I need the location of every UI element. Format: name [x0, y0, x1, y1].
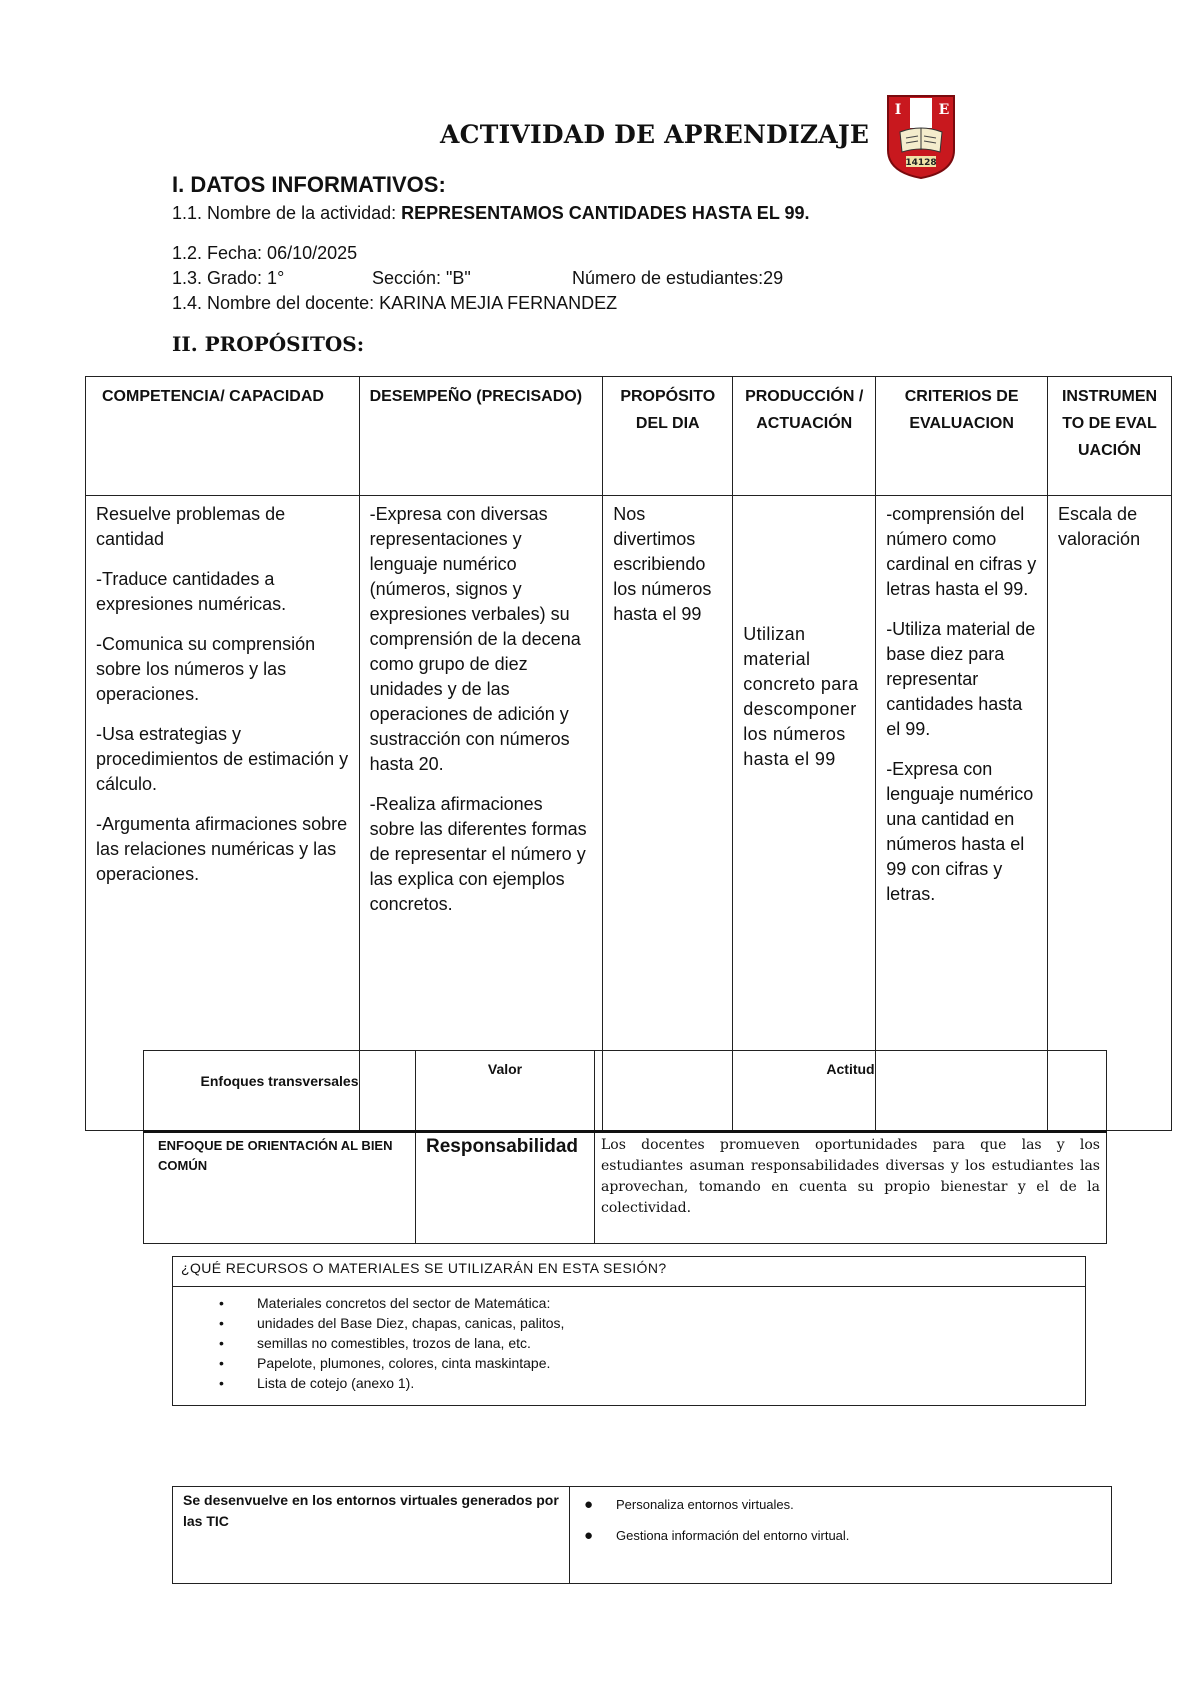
actitud-cell: Los docentes promueven oportunidades para que las y los estudiantes asuman responsabilidades diversas y los estudiantes las aprovechan, tomando en cuenta su propio bienestar y el de la colectividad. — [595, 1132, 1107, 1244]
recursos-box — [172, 1256, 1086, 1406]
header-instrumento: INSTRUMENTO DE EVALUACIÓN — [1048, 377, 1172, 496]
capacidad-text: -Traduce cantidades a expresiones numéricas. — [96, 569, 287, 614]
recurso-text: unidades del Base Diez, chapas, canicas, palitos, — [257, 1315, 565, 1331]
logo-letter-i: I — [894, 102, 902, 118]
list-item — [219, 1333, 1085, 1353]
docente-line: 1.4. Nombre del docente: KARINA MEJIA FERNANDEZ — [172, 293, 618, 313]
instrumento-cell: Escala de valoración — [1048, 496, 1172, 1131]
school-logo — [884, 92, 958, 180]
estudiantes-line: Número de estudiantes:29 — [572, 268, 784, 288]
activity-name-value: REPRESENTAMOS CANTIDADES HASTA EL 99. — [401, 203, 810, 223]
enfoque-cell: ENFOQUE DE ORIENTACIÓN AL BIEN COMÚN — [144, 1132, 416, 1244]
tic-competencia-cell: Se desenvuelve en los entornos virtuales generados por las TIC — [173, 1487, 570, 1584]
desempeno-text: -Realiza afirmaciones sobre las diferentes formas de representar el número y las explica con ejemplos concretos. — [369, 794, 587, 914]
recurso-text: Lista de cotejo (anexo 1). — [257, 1375, 415, 1391]
tic-row — [173, 1487, 1112, 1584]
header-enfoques: Enfoques transversales — [144, 1051, 416, 1132]
bullet-icon: ● — [584, 1527, 594, 1544]
valor-cell: Responsabilidad — [416, 1132, 595, 1244]
bullet-icon: • — [219, 1315, 224, 1331]
propositos-table — [85, 376, 1172, 1131]
recursos-list — [173, 1293, 1085, 1393]
desempeno-cell — [359, 496, 603, 1131]
section-propositos-heading: II. PROPÓSITOS: — [172, 332, 365, 356]
bullet-icon: • — [219, 1295, 224, 1311]
tic-items-cell — [570, 1487, 1112, 1584]
section-datos-heading: I. DATOS INFORMATIVOS: — [172, 172, 446, 197]
header-valor: Valor — [416, 1051, 595, 1132]
enfoques-header-row — [144, 1051, 1107, 1132]
recurso-text: semillas no comestibles, trozos de lana, etc. — [257, 1335, 531, 1351]
list-item — [580, 1497, 1101, 1512]
activity-name-label: 1.1. Nombre de la actividad: — [172, 203, 402, 223]
grado-line: 1.3. Grado: 1° — [172, 268, 285, 288]
produccion-cell: Utilizan material concreto para descomponer los números hasta el 99 — [733, 496, 876, 1131]
bullet-icon: • — [219, 1375, 224, 1391]
propositos-body-row — [86, 496, 1172, 1131]
desempeno-text: -Expresa con diversas representaciones y lenguaje numérico (números, signos y expresiones verbales) su comprensión de la decena como grupo de diez unidades y de las operaciones de adición y sustracción con números hasta 20. — [369, 504, 581, 774]
list-item — [219, 1313, 1085, 1333]
header-actitud: Actitud — [595, 1051, 1107, 1132]
competencia-text: Resuelve problemas de cantidad — [96, 504, 286, 549]
competencia-cell — [86, 496, 360, 1131]
tic-table — [172, 1486, 1112, 1584]
recurso-text: Papelote, plumones, colores, cinta maskintape. — [257, 1355, 551, 1371]
activity-name-line — [172, 203, 810, 224]
document-title: ACTIVIDAD DE APRENDIZAJE — [440, 120, 870, 149]
bullet-icon: • — [219, 1335, 224, 1351]
enfoques-table — [143, 1050, 1107, 1244]
list-item — [219, 1293, 1085, 1313]
header-produccion: PRODUCCIÓN / ACTUACIÓN — [733, 377, 876, 496]
criterio-text: -Expresa con lenguaje numérico una cantidad en números hasta el 99 con cifras y letras. — [886, 759, 1034, 904]
list-item — [219, 1353, 1085, 1373]
proposito-cell: Nos divertimos escribiendo los números hasta el 99 — [603, 496, 733, 1131]
enfoques-row — [144, 1132, 1107, 1244]
header-criterios: CRITERIOS DE EVALUACION — [876, 377, 1048, 496]
list-item — [580, 1528, 1101, 1543]
logo-letter-e: E — [938, 102, 950, 118]
tic-item-text: Gestiona información del entorno virtual. — [616, 1528, 850, 1543]
criterio-text: -Utiliza material de base diez para representar cantidades hasta el 99. — [886, 619, 1036, 739]
criterio-text: -comprensión del número como cardinal en cifras y letras hasta el 99. — [886, 504, 1037, 599]
list-item — [219, 1373, 1085, 1393]
header-proposito: PROPÓSITO DEL DIA — [603, 377, 733, 496]
criterios-cell — [876, 496, 1048, 1131]
tic-item-text: Personaliza entornos virtuales. — [616, 1497, 794, 1512]
capacidad-text: -Comunica su comprensión sobre los números y las operaciones. — [96, 634, 316, 704]
capacidad-text: -Argumenta afirmaciones sobre las relaciones numéricas y las operaciones. — [96, 814, 348, 884]
capacidad-text: -Usa estrategias y procedimientos de estimación y cálculo. — [96, 724, 349, 794]
fecha-line: 1.2. Fecha: 06/10/2025 — [172, 243, 358, 263]
propositos-header-row — [86, 377, 1172, 496]
bullet-icon: ● — [584, 1496, 594, 1513]
seccion-line: Sección: "B" — [372, 268, 471, 288]
header-desempeno: DESEMPEÑO (PRECISADO) — [359, 377, 603, 496]
bullet-icon: • — [219, 1355, 224, 1371]
recurso-text: Materiales concretos del sector de Matemática: — [257, 1295, 551, 1311]
recursos-heading: ¿QUÉ RECURSOS O MATERIALES SE UTILIZARÁN EN ESTA SESIÓN? — [173, 1257, 1085, 1287]
logo-number: 14128 — [905, 158, 937, 168]
header-competencia: COMPETENCIA/ CAPACIDAD — [86, 377, 360, 496]
